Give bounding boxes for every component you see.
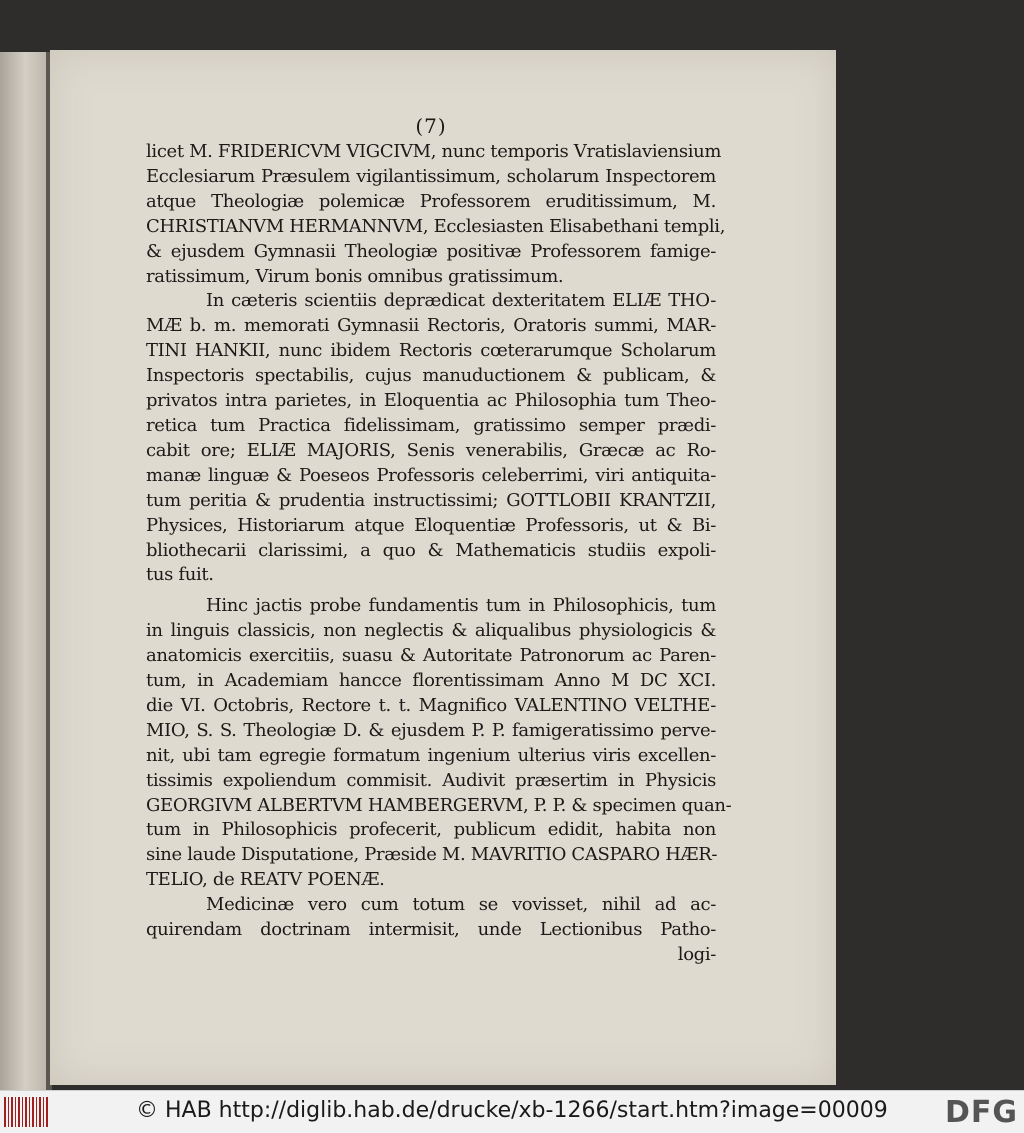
dfg-logo: DFG	[944, 1095, 1018, 1130]
text-line: die VI. Octobris, Rectore t. t. Magnifico VALENTINO VELTHE-	[146, 694, 716, 716]
text-line: in linguis classicis, non neglectis & aliqualibus physiologicis &	[146, 620, 716, 642]
text-line: MÆ b. m. memorati Gymnasii Rectoris, Oratoris summi, MAR-	[146, 315, 716, 337]
text-line: anatomicis exercitiis, suasu & Autoritate Patronorum ac Paren-	[146, 645, 716, 667]
text-line: bliothecarii clarissimi, a quo & Mathematicis studiis expoli-	[146, 539, 716, 561]
text-line: sine laude Disputatione, Præside M. MAVRITIO CASPARO HÆR-	[146, 844, 718, 866]
text-line: privatos intra parietes, in Eloquentia ac Philosophia tum Theo-	[146, 390, 716, 412]
text-line: licet M. FRIDERICVM VIGCIVM, nunc temporis Vratislaviensium	[146, 141, 722, 162]
adjacent-page-edge	[0, 52, 46, 1092]
text-line: & ejusdem Gymnasii Theologiæ positivæ Professorem famige-	[146, 240, 716, 262]
text-line: Hinc jactis probe fundamentis tum in Philosophicis, tum	[206, 595, 716, 617]
text-line: Ecclesiarum Præsulem vigilantissimum, scholarum Inspectorem	[146, 165, 716, 187]
hab-barcode-icon	[4, 1097, 48, 1127]
copyright-url[interactable]: © HAB http://diglib.hab.de/drucke/xb-1266/start.htm?image=00009	[136, 1098, 888, 1123]
text-line: In cæteris scientiis deprædicat dexteritatem ELIÆ THO-	[206, 290, 716, 312]
text-line: cabit ore; ELIÆ MAJORIS, Senis venerabilis, Græcæ ac Ro-	[146, 439, 716, 461]
text-line: MIO, S. S. Theologiæ D. & ejusdem P. P. famigeratissimo perve-	[146, 719, 716, 741]
text-line: Medicinæ vero cum totum se vovisset, nihil ad ac-	[206, 894, 716, 916]
text-line: TELIO, de REATV POENÆ.	[146, 869, 385, 891]
text-line: Physices, Historiarum atque Eloquentiæ Professoris, ut & Bi-	[146, 514, 716, 536]
catchword: logi-	[677, 944, 716, 965]
text-line: quirendam doctrinam intermisit, unde Lectionibus Patho-	[146, 919, 716, 941]
text-line: tum peritia & prudentia instructissimi; GOTTLOBII KRANTZII,	[146, 489, 716, 511]
text-line: TINI HANKII, nunc ibidem Rectoris cœterarumque Scholarum	[146, 340, 716, 362]
text-line: tissimis expoliendum commisit. Audivit præsertim in Physicis	[146, 769, 716, 791]
text-line: tus fuit.	[146, 564, 214, 586]
text-line: GEORGIVM ALBERTVM HAMBERGERVM, P. P. & specimen quan-	[146, 794, 732, 816]
text-line: CHRISTIANVM HERMANNVM, Ecclesiasten Elisabethani templi,	[146, 215, 726, 237]
footer-bar	[0, 1090, 1024, 1133]
text-line: manæ linguæ & Poeseos Professoris celeberrimi, viri antiquita-	[146, 464, 716, 486]
text-line: tum in Philosophicis profecerit, publicum edidit, habita non	[146, 819, 716, 841]
text-line: ratissimum, Virum bonis omnibus gratissimum.	[146, 265, 564, 287]
text-line: tum, in Academiam hancce florentissimam Anno M DC XCI.	[146, 670, 716, 692]
text-line: retica tum Practica fidelissimam, gratissimo semper prædi-	[146, 414, 716, 436]
page-number: (7)	[415, 114, 447, 138]
document-page	[50, 50, 836, 1085]
page-text-block	[146, 114, 732, 968]
text-line: Inspectoris spectabilis, cujus manuductionem & publicam, &	[146, 365, 716, 387]
text-line: nit, ubi tam egregie formatum ingenium ulterius viris excellen-	[146, 744, 716, 766]
text-line: atque Theologiæ polemicæ Professorem eruditissimum, M.	[146, 190, 716, 212]
